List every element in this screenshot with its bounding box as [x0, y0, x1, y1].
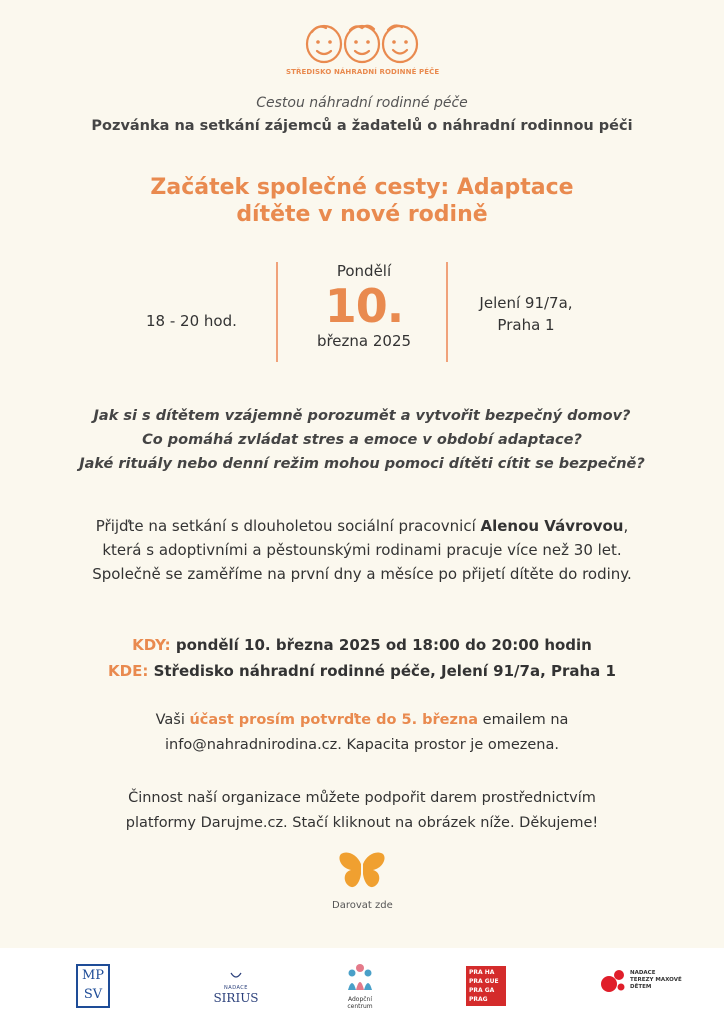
mpsv-line1: MP [81, 968, 105, 983]
rsvp-line1 [0, 708, 724, 733]
terezy-line3: DĚTEM [630, 984, 652, 990]
invite-heading: Pozvánka na setkání zájemců a žadatelů o náhradní rodinnou péči [91, 118, 633, 134]
org-logo [286, 18, 438, 88]
when-label: KDY: [132, 636, 171, 654]
rsvp-deadline: účast prosím potvrďte do 5. března [189, 712, 479, 728]
terezy-line1: NADACE [630, 970, 656, 976]
event-title [0, 174, 724, 228]
support-line2: platformy Darujme.cz. Stačí kliknout na obrázek níže. Děkujeme! [125, 815, 599, 831]
question-3: Jaké rituály nebo denní režim mohou pomoci dítěti cítit se bezpečně? [79, 456, 645, 472]
sirius-name: SIRIUS [213, 991, 259, 1005]
terezy-line2: TEREZY MAXOVÉ [630, 977, 682, 983]
event-place [466, 292, 586, 336]
support-line1: Činnost naší organizace můžete podpořit darem prostřednictvím [128, 790, 596, 806]
event-details [0, 632, 724, 684]
questions [0, 404, 724, 476]
rsvp-before: Vaši [155, 712, 190, 728]
adopcni-line1: Adopční [347, 996, 373, 1003]
divider-left [276, 262, 278, 362]
where-value: Středisko náhradní rodinné péče, Jelení 91/7a, Praha 1 [148, 662, 616, 680]
question-2: Co pomáhá zvládat stres a emoce v období adaptace? [142, 432, 582, 448]
rsvp-after: emailem na [478, 712, 569, 728]
praha-line1: PRA HA [469, 969, 495, 976]
when-line [0, 632, 724, 658]
intro-line2: která s adoptivními a pěstounskými rodinami pracuje více než 30 let. [102, 541, 622, 559]
place-line1: Jelení 91/7a, [479, 294, 573, 312]
date-day-name: Pondělí [336, 262, 392, 280]
org-name: STŘEDISKO NÁHRADNÍ RODINNÉ PÉČE [286, 68, 440, 76]
intro-line1-end: , [623, 517, 629, 535]
subtitle: Cestou náhradní rodinné péče [256, 95, 468, 111]
event-time: 18 - 20 hod. [146, 312, 237, 330]
event-title-line2: dítěte v nové rodině [236, 202, 488, 227]
event-date [284, 262, 444, 350]
sirius-star-icon [229, 971, 243, 981]
butterfly-icon [337, 850, 387, 892]
nadace-terezy-maxove-logo [600, 968, 700, 998]
question-1: Jak si s dítětem vzájemně porozumět a vytvořit bezpečný domov? [93, 408, 631, 424]
where-line [0, 658, 724, 684]
adopcni-centrum-logo [340, 962, 380, 1010]
place-line2: Praha 1 [497, 316, 555, 334]
praha-line4: PRAG [469, 996, 488, 1003]
sponsor-logos [0, 958, 724, 1018]
adopcni-line2: centrum [347, 1003, 373, 1010]
dots-logo-icon [600, 968, 626, 994]
praha-logo [466, 966, 506, 1006]
when-value: pondělí 10. března 2025 od 18:00 do 20:00 hodin [170, 636, 592, 654]
rsvp-text [0, 708, 724, 758]
support-text [0, 786, 724, 836]
rsvp-line2: info@nahradnirodina.cz. Kapacita prostor je omezena. [165, 737, 559, 753]
donate-label: Darovat zde [332, 900, 393, 911]
praha-line2: PRA GUE [469, 978, 499, 985]
intro-text [0, 514, 724, 586]
divider-right [446, 262, 448, 362]
family-icon [345, 962, 375, 992]
where-label: KDE: [108, 662, 149, 680]
donate-button[interactable] [332, 850, 392, 911]
intro-line3: Společně se zaměříme na první dny a měsíce po přijetí dítěte do rodiny. [92, 565, 632, 583]
sirius-small-text: NADACE [224, 985, 248, 991]
faces-logo-icon [302, 18, 422, 66]
mpsv-line2: SV [83, 987, 103, 1002]
date-day-number: 10. [324, 279, 404, 333]
praha-line3: PRA GA [469, 987, 495, 994]
intro-line1-start: Přijďte na setkání s dlouholetou sociální pracovnicí [95, 517, 481, 535]
sirius-logo [206, 966, 266, 1005]
event-title-line1: Začátek společné cesty: Adaptace [150, 175, 574, 200]
terezy-text [630, 970, 682, 991]
intro-line1 [0, 514, 724, 538]
date-month-year: března 2025 [316, 332, 412, 350]
mpsv-logo [76, 964, 110, 1008]
speaker-name: Alenou Vávrovou [480, 517, 624, 535]
